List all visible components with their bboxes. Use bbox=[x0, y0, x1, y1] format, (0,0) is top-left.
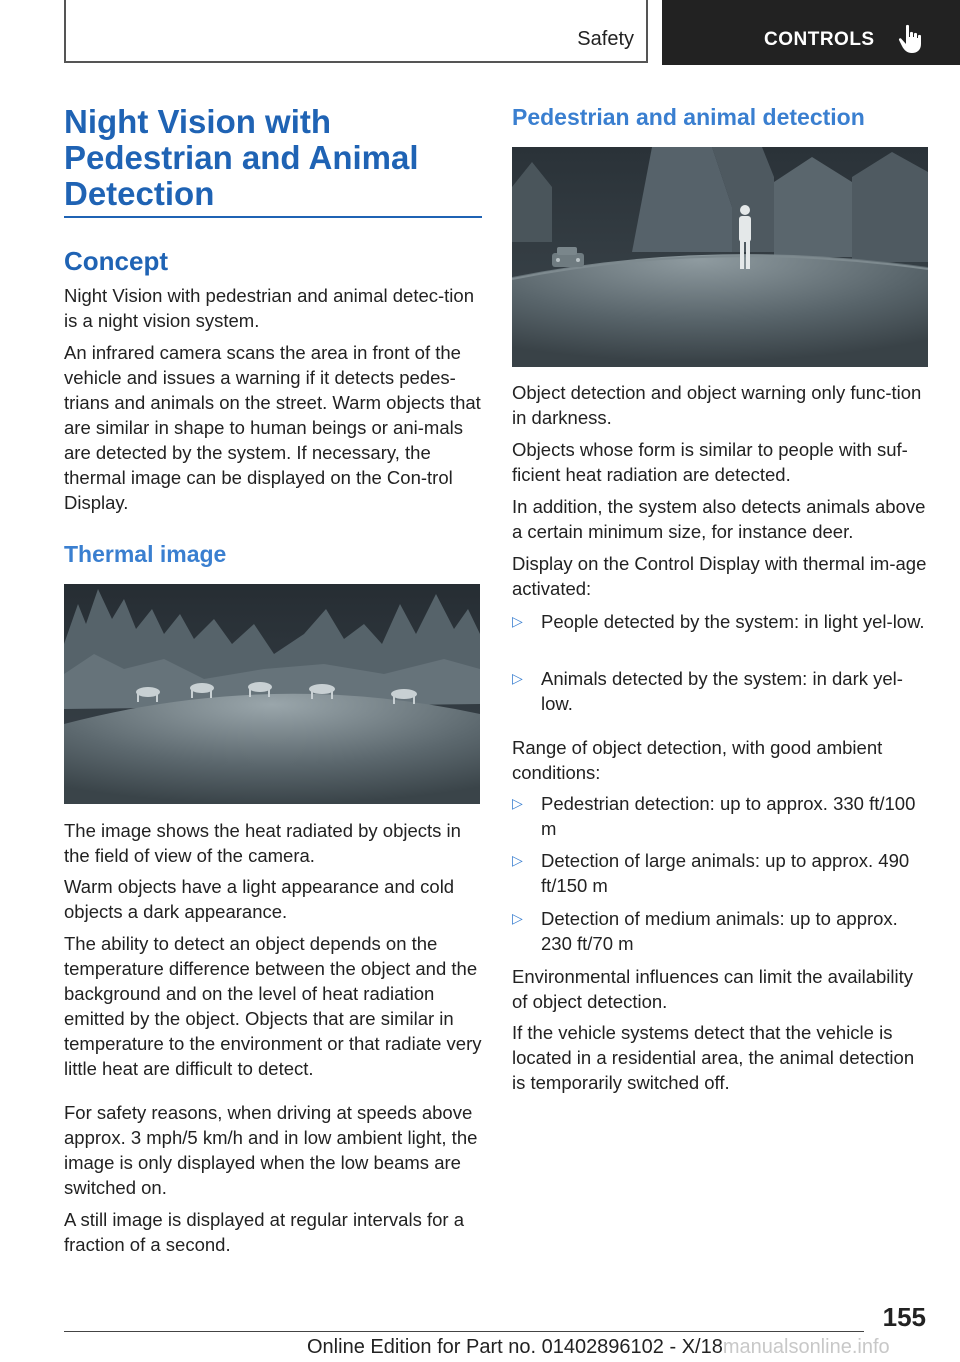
detection-paragraph-1: Object detection and object warning only func-tion in darkness. bbox=[512, 382, 922, 428]
concept-paragraph-1: Night Vision with pedestrian and animal detec-tion is a night vision system. bbox=[64, 285, 474, 331]
footer-watermark: manualsonline.info bbox=[722, 1336, 890, 1358]
detection-paragraph-5: Range of object detection, with good ambient conditions: bbox=[512, 737, 883, 783]
detection-paragraph-6: Environmental influences can limit the availability of object detection. bbox=[512, 966, 914, 1012]
hand-pointer-icon bbox=[898, 24, 924, 54]
detection-paragraph-3: In addition, the system also detects animals above a certain minimum size, for instance deer. bbox=[512, 496, 926, 542]
pedestrian-detection-figure bbox=[512, 147, 928, 367]
detection-paragraph-4: Display on the Control Display with thermal im-age activated: bbox=[512, 553, 927, 599]
footer-edition-text: Online Edition for Part no. 01402896102 - X/18 bbox=[307, 1336, 723, 1358]
header-chapter-tab[interactable] bbox=[662, 0, 960, 65]
thermal-paragraph-2: Warm objects have a light appearance and cold objects a dark appearance. bbox=[64, 876, 455, 922]
concept-heading: Concept bbox=[64, 246, 168, 276]
title-rule bbox=[64, 216, 482, 218]
header-chapter-label: CONTROLS bbox=[764, 29, 875, 50]
thermal-paragraph-4: For safety reasons, when driving at speeds above approx. 3 mph/5 km/h and in low ambient light, the image is only displayed when the low beams are switched on. bbox=[64, 1102, 478, 1198]
page-number: 155 bbox=[882, 1302, 926, 1332]
detection-paragraph-7: If the vehicle systems detect that the vehicle is located in a residential area, the animal detection is temporarily switched off. bbox=[512, 1022, 915, 1093]
header-section-box bbox=[64, 0, 648, 63]
thermal-paragraph-1: The image shows the heat radiated by objects in the field of view of the camera. bbox=[64, 820, 461, 866]
bullet-marker: ▷ bbox=[512, 910, 523, 926]
footer-rule bbox=[64, 1331, 864, 1332]
thermal-image-figure bbox=[64, 584, 480, 804]
thermal-paragraph-5: A still image is displayed at regular intervals for a fraction of a second. bbox=[64, 1209, 464, 1255]
bullet-marker: ▷ bbox=[512, 670, 523, 686]
detection-paragraph-2: Objects whose form is similar to people with suf-ficient heat radiation are detected. bbox=[512, 439, 908, 485]
bullet-marker: ▷ bbox=[512, 795, 523, 811]
bullet-marker: ▷ bbox=[512, 613, 523, 629]
thermal-paragraph-3: The ability to detect an object depends on the temperature difference between the object and the background and on the level of heat radiation emitted by the object. Objects that are similar in temperature to the environment or that radiate very little heat are difficult to detect. bbox=[64, 933, 482, 1079]
page-title: Night Vision with Pedestrian and Animal Detection bbox=[64, 103, 419, 212]
concept-paragraph-2: An infrared camera scans the area in front of the vehicle and issues a warning if it detects pedes-trians and animals on the street. Warm objects that are similar in shape to human beings or ani-mals are detected by the system. If necessary, the thermal image can be displayed on the Con-trol Display. bbox=[64, 342, 481, 513]
footer-edition bbox=[307, 1336, 890, 1359]
bullet-marker: ▷ bbox=[512, 852, 523, 868]
detection-heading: Pedestrian and animal detection bbox=[512, 104, 865, 130]
thermal-image-heading: Thermal image bbox=[64, 541, 227, 567]
header-section-label: Safety bbox=[577, 28, 634, 50]
